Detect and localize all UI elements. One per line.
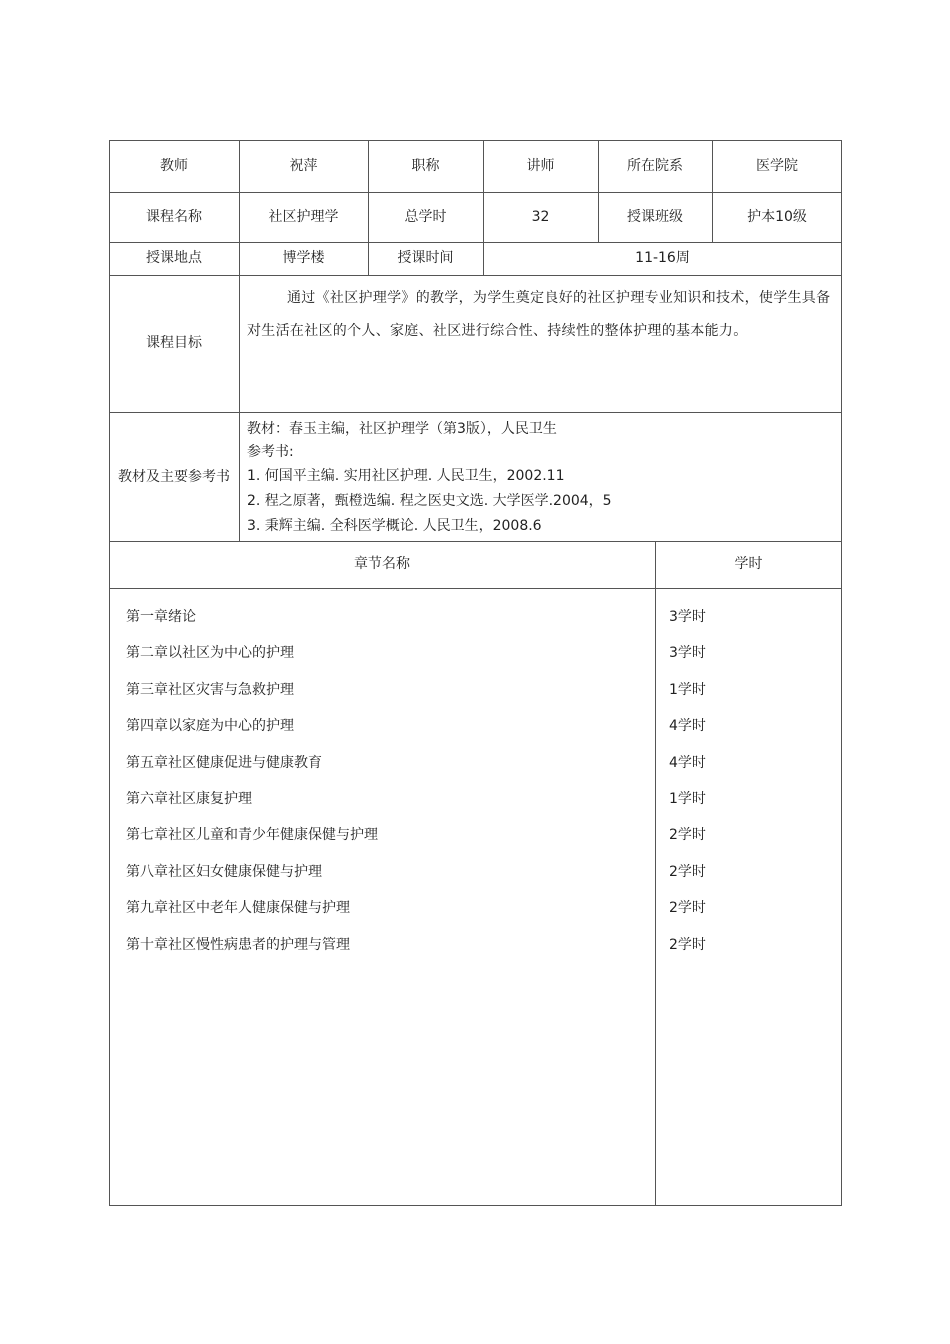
chapter-name: 第六章社区康复护理 [126, 790, 252, 807]
hours-value: 32 [531, 208, 550, 225]
refs-line: 1. 何国平主编. 实用社区护理. 人民卫生，2002.11 [247, 468, 565, 484]
course-label: 课程名称 [146, 208, 202, 225]
chapter-hours: 3学时 [669, 645, 706, 662]
chapter-name: 第十章社区慢性病患者的护理与管理 [126, 936, 350, 953]
refs-line: 教材：春玉主编，社区护理学（第3版），人民卫生 [247, 421, 557, 437]
place-value: 博学楼 [282, 250, 325, 267]
hours-label: 总学时 [404, 208, 447, 225]
chapter-hours: 2学时 [669, 827, 706, 844]
chapter-hours: 2学时 [669, 900, 706, 917]
col-divider [655, 541, 656, 1206]
chapter-name: 第四章以家庭为中心的护理 [126, 718, 294, 735]
goal-label: 课程目标 [146, 335, 202, 352]
time-value: 11-16周 [635, 250, 690, 267]
chapter-hours: 2学时 [669, 936, 706, 953]
refs-label: 教材及主要参考书 [118, 468, 230, 485]
chapter-hours: 1学时 [669, 681, 706, 698]
chapter-name: 第三章社区灾害与急救护理 [126, 681, 294, 698]
refs-line: 参考书: [247, 444, 294, 460]
title-label: 职称 [411, 157, 440, 174]
chapter-name: 第九章社区中老年人健康保健与护理 [126, 900, 350, 917]
course-value: 社区护理学 [268, 208, 339, 225]
title-value: 讲师 [526, 157, 555, 174]
refs-line: 2. 程之原著，甄橙选编. 程之医史文选. 大学医学.2004，5 [247, 493, 612, 509]
chapter-hours-list [669, 599, 829, 963]
chapter-name: 第七章社区儿童和青少年健康保健与护理 [126, 827, 378, 844]
col-divider [239, 275, 240, 541]
place-label: 授课地点 [146, 250, 202, 267]
chapter-hours: 3学时 [669, 609, 706, 625]
chapter-hours: 4学时 [669, 754, 706, 771]
teacher-label: 教师 [160, 157, 188, 174]
class-label: 授课班级 [627, 208, 683, 225]
chapter-hours: 1学时 [669, 790, 706, 807]
row-divider [109, 588, 842, 589]
chapter-hours: 2学时 [669, 863, 706, 880]
time-label: 授课时间 [397, 250, 454, 267]
dept-label: 所在院系 [627, 157, 683, 174]
chapter-name-header: 章节名称 [354, 556, 410, 573]
chapter-hours: 4学时 [669, 718, 706, 735]
chapter-name: 第一章绪论 [126, 609, 196, 625]
dept-value: 医学院 [756, 157, 798, 174]
refs-line: 3. 秉辉主编. 全科医学概论. 人民卫生，2008.6 [247, 518, 542, 534]
chapter-name: 第五章社区健康促进与健康教育 [126, 754, 322, 771]
goal-text: 通过《社区护理学》的教学，为学生奠定良好的社区护理专业知识和技术，使学生具备对生活在社区的个人、家庭、社区进行综合性、持续性的整体护理的基本能力。 [247, 290, 831, 339]
chapter-hours-header: 学时 [734, 556, 763, 573]
chapter-list [126, 599, 646, 963]
refs-list [247, 417, 837, 539]
chapter-name: 第二章以社区为中心的护理 [126, 645, 294, 662]
chapter-name: 第八章社区妇女健康保健与护理 [126, 863, 322, 880]
teacher-value: 祝萍 [289, 157, 318, 174]
class-value: 护本10级 [747, 208, 807, 225]
